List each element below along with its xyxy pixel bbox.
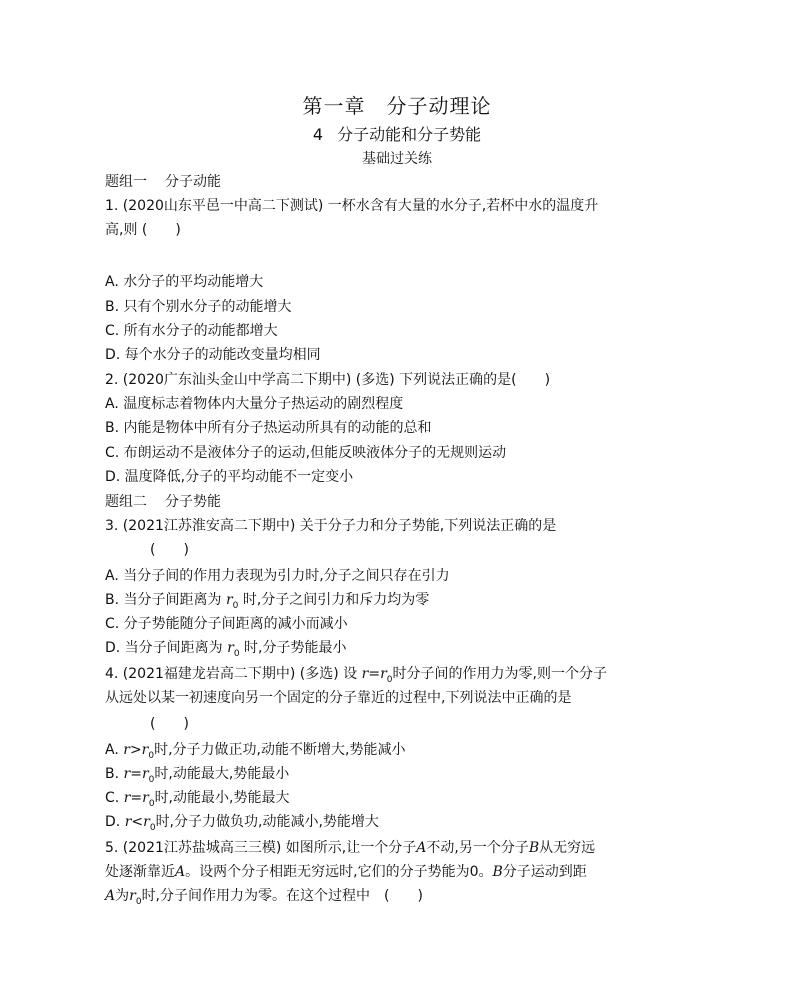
group-heading-1: 题组一 分子动能	[105, 174, 221, 190]
question-1-option-d: D. 每个水分子的动能改变量均相同	[105, 347, 321, 363]
question-5-line-1: 5. (2021江苏盐城高三三模) 如图所示,让一个分子A不动,另一个分子B从无穷远	[105, 840, 596, 856]
section-name: 分子动能和分子势能	[337, 125, 482, 144]
question-4-option-b: B. $r=r_0$时,动能最大,势能最小	[105, 766, 290, 785]
question-1-option-a: A. 水分子的平均动能增大	[105, 274, 264, 290]
question-4-option-a: A. $r>r_0$时,分子力做正功,动能不断增大,势能减小	[105, 742, 406, 761]
question-4-line-3: ( )	[150, 716, 189, 732]
chapter-title: 第一章 分子动理论	[302, 94, 492, 118]
question-2-option-d: D. 温度降低,分子的平均动能不一定变小	[105, 469, 354, 485]
question-3-option-d: D. 当分子间距离为 $r_0$ 时,分子势能最小	[105, 640, 347, 659]
question-2-option-c: C. 布朗运动不是液体分子的运动,但能反映液体分子的无规则运动	[105, 445, 507, 461]
question-1-option-c: C. 所有水分子的动能都增大	[105, 323, 278, 339]
question-3-line-1: 3. (2021江苏淮安高二下期中) 关于分子力和分子势能,下列说法正确的是	[105, 518, 557, 534]
question-1-option-b: B. 只有个别水分子的动能增大	[105, 299, 292, 315]
question-4-option-d: D. $r<r_0$时,分子力做负功,动能减小,势能增大	[105, 814, 379, 833]
practice-title: 基础过关练	[362, 151, 432, 167]
question-4-option-c: C. $r=r_0$时,动能最小,势能最大	[105, 790, 290, 809]
group-heading-2: 题组二 分子势能	[105, 494, 221, 510]
question-3-option-b: B. 当分子间距离为 $r_0$ 时,分子之间引力和斥力均为零	[105, 592, 430, 611]
question-5-line-3: A为$r_0$时,分子间作用力为零。在这个过程中 ( )	[105, 888, 423, 907]
question-1-line-2: 高,则 ( )	[105, 222, 181, 238]
question-5-line-2: 处逐渐靠近A。设两个分子相距无穷远时,它们的分子势能为0。B分子运动到距	[105, 864, 587, 880]
section-title	[0, 122, 794, 145]
question-3-option-a: A. 当分子间的作用力表现为引力时,分子之间只存在引力	[105, 568, 450, 584]
question-3-option-c: C. 分子势能随分子间距离的减小而减小	[105, 616, 348, 632]
question-3-line-2: ( )	[150, 542, 189, 558]
question-4-line-1: 4. (2021福建龙岩高二下期中) (多选) 设 $r=r_0$时分子间的作用力为零,则一个分子	[105, 666, 607, 685]
question-1-line-1: 1. (2020山东平邑一中高二下测试) 一杯水含有大量的水分子,若杯中水的温度升	[105, 198, 599, 214]
question-4-line-2: 从远处以某一初速度向另一个固定的分子靠近的过程中,下列说法中正确的是	[105, 690, 572, 706]
question-2-option-a: A. 温度标志着物体内大量分子热运动的剧烈程度	[105, 396, 404, 412]
question-2-option-b: B. 内能是物体中所有分子热运动所具有的动能的总和	[105, 420, 432, 436]
question-2-line-1: 2. (2020广东汕头金山中学高二下期中) (多选) 下列说法正确的是( )	[105, 372, 551, 388]
section-number: 4	[312, 125, 324, 144]
